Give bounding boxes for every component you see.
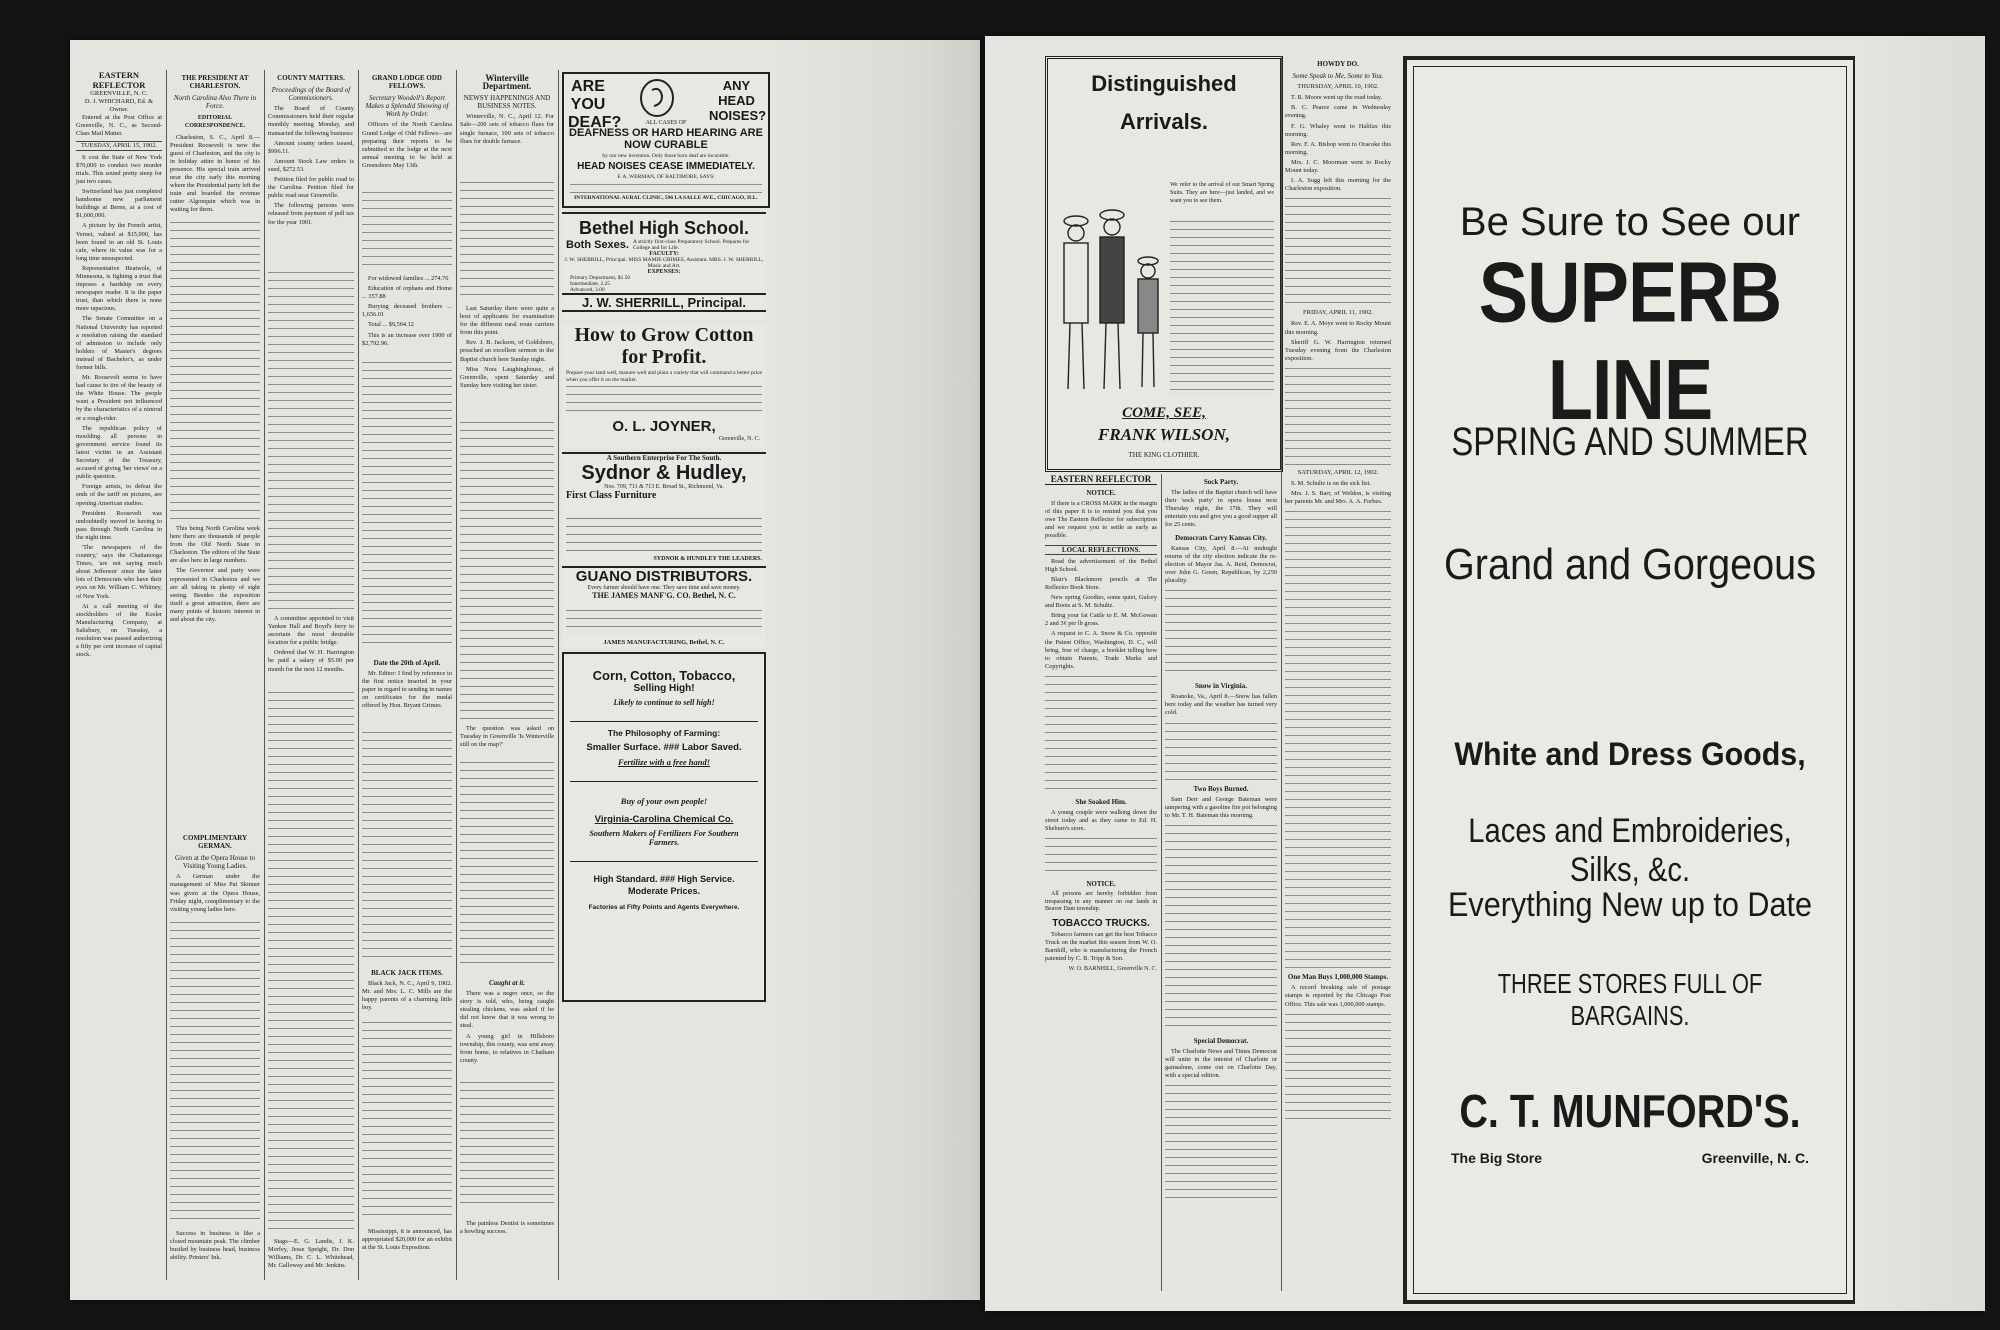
article-paragraph: The following persons were released from payment of poll tax for the year 1901.: [268, 202, 354, 226]
ad-line: ALL CASES OF: [645, 120, 687, 126]
ledger-line: For widowed families ... 274.76: [368, 275, 449, 282]
article-paragraph: Amount county orders issued, $996.11.: [268, 139, 354, 155]
article-headline: NOTICE.: [1086, 880, 1116, 889]
article-byline: EDITORIAL CORRESPONDENCE.: [184, 115, 246, 130]
ad-line: EXPENSES:: [647, 269, 681, 275]
ad-text-block: [566, 608, 762, 634]
article-paragraph: Kansas City, April 8.—At midnight returns of the city election indicate the re-election of Mayor Jas. A. Reid, Democrat, over John G. Green, Republican, by 2,250 plurality.: [1165, 544, 1277, 585]
column-rule: [558, 70, 559, 1280]
article-paragraph: A young couple were walking down the street today and as they came to Ed. H. Sheburn's store.: [1045, 808, 1157, 833]
ad-subhead: Selling High!: [633, 683, 695, 694]
ad-text-block: [566, 516, 762, 552]
article-paragraph: All persons are hereby forbidden from trespassing in any manner on our lands in Beaver Dam township.: [1045, 891, 1157, 913]
ad-line: F. A. WERMAN, OF BALTIMORE, SAYS:: [617, 174, 715, 180]
article-paragraph: Switzerland has just completed handsome new parliament buildings at Berne, at a cost of $1,600,000.: [76, 188, 162, 220]
article-text-block: [1165, 823, 1277, 1033]
article-headline: Two Boys Burned.: [1193, 784, 1249, 793]
section-heading: NOTICE.: [1086, 489, 1116, 497]
ad-line: J. W. SHERRILL, Principal. MISS MAMIE GRIMES, Assistant. MRS. J. W. SHERRILL, Music and Art.: [564, 257, 764, 269]
ad-line: Southern Makers of Fertilizers For Southern Farmers.: [589, 829, 739, 847]
ad-line: Buy of your own people!: [620, 796, 708, 806]
article-headline: COUNTY MATTERS.: [277, 74, 345, 82]
article-text-block: [1045, 836, 1157, 876]
ad-line: by our new invention. Only those born deaf are incurable.: [602, 153, 730, 159]
ad-body: Prepare your land well, manure well and plant a variety that will command a better price when you offer it on the market.: [566, 370, 762, 383]
article-paragraph: The Board of County Commissioners held their regular monthly meeting Monday, and transacted the following business:: [268, 105, 354, 137]
article-paragraph: 'The newspapers of the country,' says the Chattanooga Times, 'are not saying much about Jefferson' since the latter lots of Democrats who have their eyes on Mr. William C. Whitney, of New York.: [76, 543, 162, 600]
ad-line: The Philosophy of Farming:: [607, 728, 721, 738]
ad-line: Everything New up to Date: [1448, 886, 1812, 924]
ad-guano: [562, 566, 766, 648]
article-paragraph: The painless Dentist is sometimes a howling success.: [460, 1220, 554, 1236]
article-paragraph: Read the advertisement of the Bethel High School.: [1045, 557, 1157, 573]
issue-date: TUESDAY, APRIL 15, 1902.: [76, 141, 162, 151]
ad-line: COME, SEE,: [1122, 405, 1206, 421]
ad-address: Nos. 709, 711 & 713 E. Broad St., Richmond, Va.: [604, 484, 724, 490]
article-paragraph: The republican policy of moulding all persons in government service found its latest victim in an Assistant Secretary of the Treasury, accused of giving 'her views' on a public question.: [76, 424, 162, 481]
ad-signature: FRANK WILSON,: [1098, 425, 1230, 444]
ad-subhead: Both Sexes.: [566, 239, 629, 251]
article-paragraph: Roanoke, Va., April 8.—Snow has fallen here today and the weather has turned very cold.: [1165, 693, 1277, 717]
ad-line: SPRING AND SUMMER: [1451, 420, 1809, 464]
ad-body: We refer to the arrival of our Smart Spring Suits. They are here—just landed, and we want you to see them.: [1170, 182, 1274, 204]
ad-headline: Sydnor & Hudley,: [581, 462, 747, 484]
column-county: [268, 70, 354, 1280]
ad-text-block: [566, 384, 762, 414]
ad-line: Be Sure to See our: [1459, 200, 1801, 244]
article-text-block: [1285, 509, 1391, 969]
article-paragraph: Rev. J. B. Jackson, of Goldsboro, preached an excellent sermon in the Baptist church here Sunday night.: [460, 339, 554, 363]
personal-item: Rev. F. A. Bishop went to Oracoke this morning.: [1285, 140, 1391, 156]
ad-line: Likely to continue to sell high!: [613, 698, 715, 707]
article-paragraph: There was a negro once, so the story is told, who, being caught stealing chickens, was asked if he did not know that it was wrong to steal.: [460, 990, 554, 1030]
ledger-line: Education of orphans and Home ... 357.88: [362, 285, 452, 301]
ad-line: First Class Furniture: [566, 490, 657, 501]
article-paragraph: Success in business is like a closed mountain peak. The climber bustled by business head, business ability. Printers' Ink.: [170, 1230, 260, 1262]
ad-headline: DEAFNESS OR HARD HEARING ARE NOW CURABLE: [569, 127, 763, 151]
article-paragraph: Amount Stock Law orders is sued, $272.53.: [268, 157, 354, 173]
ad-principal: J. W. SHERRILL, Principal.: [562, 293, 766, 312]
article-paragraph: The Governor and party were represented in Charleston and we are all taking in plenty of sight seeing. Besides the exposition itself a great attraction, there are many points of historic interest in and about the city.: [170, 567, 260, 624]
ad-maker: THE JAMES MANF'G. CO. Bethel, N. C.: [592, 591, 736, 600]
article-text-block: [362, 190, 452, 270]
ad-deafness: [562, 72, 770, 208]
article-headline: HOWDY DO.: [1317, 60, 1359, 68]
article-headline: BLACK JACK ITEMS.: [371, 969, 443, 977]
ad-line: THREE STORES FULL OF BARGAINS.: [1497, 968, 1763, 1031]
article-paragraph: Winterville, N. C., April 12. For Sale—200 sets of tobacco flues for single furnace, 100 sets of tobacco flues for double furnace.: [460, 113, 554, 145]
article-subhead: Some Speak to Me, Some to You.: [1292, 72, 1384, 81]
article-headline: GRAND LODGE ODD FELLOWS.: [371, 74, 442, 91]
column-rule: [1281, 56, 1282, 1291]
article-text-block: [1045, 674, 1157, 794]
personal-item: S. M. Schultz is on the sick list.: [1291, 479, 1371, 487]
ad-signature: C. T. MUNFORD'S.: [1459, 1085, 1801, 1137]
personal-item: I. A. Sugg left this morning for the Charleston exposition.: [1285, 177, 1391, 193]
article-paragraph: A picture by the French artist, Vernet, valued at $15,000, has been found in an old St. Louis cafe, where its value was for a long time unsuspected.: [76, 222, 162, 262]
article-headline: Democrats Carry Kansas City.: [1175, 533, 1267, 542]
article-paragraph: This is an increase over 1900 of $2,792.96.: [362, 331, 452, 347]
personal-item: Mrs. J. C. Moorman went to Rocky Mount today.: [1285, 158, 1391, 175]
article-paragraph: A German under the management of Miss Pat Skinner was given at the Opera House, Friday night, complimentary to the visiting young ladies here.: [170, 873, 260, 913]
ad-bethel-school: [562, 212, 766, 320]
article-paragraph: It cost the State of New York $70,000 to conduct two murder trials. This sound pretty steep for just two cases.: [76, 153, 162, 185]
article-text-block: [362, 730, 452, 960]
article-paragraph: Sam Derr and George Bateman were tampering with a gasoline fire pot belonging to Mr. T. H. Bateman this morning.: [1165, 795, 1277, 819]
ad-line: FACULTY:: [649, 251, 679, 257]
ad-line: High Standard. ### High Service.: [593, 874, 735, 884]
column-charleston: [170, 70, 260, 1280]
ad-text-block: [1170, 219, 1274, 395]
ad-price-line: Advanced, 3.00: [570, 287, 605, 293]
section-date: THURSDAY, APRIL 10, 1902.: [1297, 83, 1379, 91]
article-paragraph: Stags—E. G. Landis, J. K. Morfey, Jesse Speight, Dr. Don Williams, Dr. C. L. Whitehead, Mr. Galloway and Mr. Jenkins.: [268, 1238, 354, 1270]
personal-item: F. G. Whaley went to Halifax this morning.: [1285, 122, 1391, 138]
ad-footer: JAMES MANUFACTURING, Bethel, N. C.: [603, 639, 725, 646]
article-text-block: [1285, 1012, 1391, 1122]
ad-line: A strictly first-class Preparatory School. Prepares for College and for Life.: [632, 239, 750, 251]
ad-headline: Arrivals.: [1119, 109, 1209, 134]
ad-line: Laces and Embroideries, Silks, &c.: [1468, 812, 1792, 889]
ad-line: Factories at Fifty Points and Agents Everywhere.: [588, 904, 740, 911]
left-newspaper-page: [70, 40, 980, 1300]
article-paragraph: Bring your fat Cattle to E. M. McGowan 2 and 3¢ per lb gross.: [1045, 612, 1157, 628]
column-rule: [456, 70, 457, 1280]
ear-icon: [612, 78, 702, 118]
ad-line: Smaller Surface. ### Labor Saved.: [586, 742, 742, 753]
personal-item: Rev. E. A. Moye went to Rocky Mount this morning.: [1285, 320, 1391, 336]
ad-headline: GUANO DISTRIBUTORS.: [575, 568, 753, 585]
ad-cotton-profit: [562, 324, 766, 448]
ad-question-left: ARE YOU DEAF?: [568, 78, 622, 131]
article-paragraph: The question was asked on Tuesday in Greenville 'Is Winterville still on the map?': [460, 725, 554, 749]
article-subhead: Secretary Woodell's Report Makes a Splendid Showing of Work by Order.: [365, 94, 449, 119]
ad-signature: SYDNOR & HUNDLEY THE LEADERS.: [653, 556, 762, 562]
article-signature: W. O. BARNHILL, Greenville N. C.: [1068, 966, 1157, 973]
article-headline: Winterville Department.: [482, 73, 532, 92]
ad-tagline: THE KING CLOTHIER.: [1128, 451, 1200, 459]
article-headline: Date the 20th of April.: [373, 659, 441, 667]
ad-place: Greenville, N. C.: [718, 436, 760, 442]
article-paragraph: At a call meeting of the stockholders of the Kesler Manufacturing Company, at Salisbury, on Tuesday, a resolution was passed authorizing a fifty per cent increase of capital stock.: [76, 602, 162, 659]
article-headline: COMPLIMENTARY GERMAN.: [182, 834, 248, 851]
article-paragraph: This being North Carolina week here there are thousands of people from the Old North State in Charleston. The editors of the State are also here in large numbers.: [170, 525, 260, 565]
ad-headline: Distinguished: [1091, 71, 1237, 96]
ad-headline: Bethel High School.: [578, 218, 749, 238]
ledger-line: Burying deceased brothers ... 1,656.01: [362, 303, 452, 319]
ad-question-right: ANY HEAD NOISES?: [709, 78, 767, 123]
article-paragraph: Officers of the North Carolina Grand Lodge of Odd Fellows—are preparing their reports to be submitted to the lodge at the next annual meeting to be held at Greensboro May 13th.: [362, 121, 452, 169]
ad-frank-wilson: [1045, 56, 1283, 472]
article-paragraph: If there is a CROSS MARK in the margin of this paper it is to remind you that you owe The Eastern Reflector for subscription and we request you to settle as early as possible.: [1045, 500, 1157, 540]
ad-store-tag: The Big Store: [1451, 1150, 1543, 1166]
article-text-block: [362, 360, 452, 650]
masthead-editor: D. J. WHICHARD, Ed. & Owner.: [84, 98, 154, 114]
ad-line: Moderate Prices.: [627, 886, 701, 896]
article-headline: She Soaked Him.: [1075, 797, 1127, 806]
column-winterville: [460, 70, 554, 1280]
column-rule: [264, 70, 265, 1280]
ad-virginia-carolina: [562, 652, 766, 1002]
article-headline: Caught at it.: [489, 979, 525, 987]
article-text-block: [268, 690, 354, 1230]
article-text-block: [1285, 366, 1391, 466]
article-paragraph: A committee appointed to visit Yankee Hall and Boyd's ferry to ascertain the most desirable location for a public bridge.: [268, 615, 354, 647]
ad-kicker: A Southern Enterprise For The South.: [606, 454, 722, 462]
article-text-block: [268, 270, 354, 610]
article-paragraph: Mr. Roosevelt seems to have had cause to tire of the beauty of the White House. The people want a President not influenced by the characteristics of a nimrod or a rough-rider.: [76, 374, 162, 422]
ad-sydnor-hudley: [562, 452, 766, 564]
article-text-block: [1165, 588, 1277, 678]
personal-item: T. R. Moore went up the road today.: [1291, 94, 1383, 102]
article-headline: TOBACCO TRUCKS.: [1052, 917, 1150, 929]
page-gutter: [770, 40, 980, 1300]
personal-item: Sheriff G. W. Harrington returned Tuesday evening from the Charleston exposition.: [1285, 338, 1391, 362]
article-headline: Special Democrat.: [1193, 1036, 1249, 1045]
column-odd-fellows: [362, 70, 452, 1280]
article-paragraph: A record breaking sale of postage stamps is reported by the Chicago Post Office. This sale was 1,000,000 stamps.: [1285, 984, 1391, 1008]
article-subhead: North Carolina Also There in Force.: [173, 94, 257, 111]
article-paragraph: Tobacco farmers can get the best Tobacco Truck on the market this season from W. O. Barnhill, who is manufacturing the French patented by C. B. Tripp & Son.: [1045, 930, 1157, 963]
article-headline: Sock Party.: [1203, 478, 1239, 486]
ad-headline: How to Grow Cotton for Profit.: [574, 324, 754, 368]
article-paragraph: New spring Goodies, some quiet, Gulcey and Boots at S. M. Schultz.: [1045, 594, 1157, 610]
article-paragraph: Black Jack, N. C., April 9, 1902. Mr. and Mrs. L. C. Mills are the happy parents of a charming little boy.: [362, 980, 452, 1012]
article-text-block: [362, 1020, 452, 1220]
ad-line: Grand and Gorgeous: [1443, 540, 1817, 589]
column-editorial: [76, 70, 162, 1280]
article-subhead: Proceedings of the Board of Commissioners.: [271, 86, 351, 103]
masthead: EASTERN REFLECTOR: [92, 70, 146, 90]
gentlemen-illustration-icon: [1054, 199, 1166, 395]
article-paragraph: Ordered that W. H. Harrington be paid a salary of $5.00 per month for the next 12 months.: [268, 649, 354, 673]
ad-address: INTERNATIONAL AURAL CLINIC, 596 LA SALLE AVE., CHICAGO, ILL.: [574, 195, 758, 201]
article-paragraph: The Charlotte News and Times Democrat will unite in the interest of Charlotte or gainsalone, come out on Charlotte Day, with a special edition.: [1165, 1047, 1277, 1080]
article-text-block: [460, 760, 554, 970]
right-newspaper-page: [985, 36, 1985, 1311]
article-text-block: [170, 920, 260, 1220]
article-subhead: Given at the Opera House to Visiting Young Ladies.: [175, 854, 255, 871]
article-paragraph: Foreign artists, to defeat the ends of the tariff on pictures, are opening American studios.: [76, 483, 162, 507]
section-date: SATURDAY, APRIL 12, 1902.: [1297, 468, 1379, 476]
section-date: FRIDAY, APRIL 11, 1902.: [1303, 309, 1373, 317]
masthead: EASTERN REFLECTOR: [1045, 474, 1157, 485]
ad-line: Fertilize with a free hand!: [617, 757, 711, 767]
column-rule: [358, 70, 359, 1280]
article-paragraph: Mr. Editor: I find by reference to the first notice inserted in your paper in regard to sending in names on certificates for the medal offered by Hon. Bryant Grimes.: [362, 670, 452, 710]
article-text-block: [460, 420, 554, 720]
article-paragraph: The Senate Committee on a National University has reported a resolution raising the standard of admission to include only holders of Master's degrees instead of Bachelor's, as under former bills.: [76, 315, 162, 371]
article-headline: THE PRESIDENT AT CHARLESTON.: [181, 74, 249, 91]
article-text-block: [460, 1080, 554, 1210]
article-subhead: NEWSY HAPPENINGS AND BUSINESS NOTES.: [463, 94, 551, 111]
article-paragraph: A request to C. A. Snow & Co. opposite the Patent Office, Washington, D. C., will bring, free of charge, a booklet telling how to obtain Patents, Trade Marks and Copyrights.: [1045, 630, 1157, 670]
article-headline: Snow in Virginia.: [1195, 682, 1247, 691]
article-paragraph: Representative Heatwole, of Minnesota, is fighting a trust that imposes a hardship on every newspaper reader. It is the paper trust, than which there is none more rapacious.: [76, 264, 162, 313]
column-local-news: [1165, 474, 1277, 1291]
entry-notice: Entered at the Post Office at Greenville, N. C., as Second-Class Mail Matter.: [76, 114, 162, 138]
article-paragraph: Charleston, S. C., April 8.— President Roosevelt is now the guest of Charleston, and the city is in holiday attire in honor of his presence. His special train arrived near the city early this morning where the Presidential party left the train and boarded the revenue cutter Algonquin which was in waiting for them.: [170, 133, 260, 214]
article-paragraph: Petition filed for public road to the Carolina. Petition filed for public road near Greenville.: [268, 176, 354, 200]
personal-item: B. C. Pearce came in Wednesday evening.: [1285, 104, 1391, 120]
article-paragraph: Miss Nora Laughinghouse, of Greenville, spent Saturday and Sunday here visiting her sister.: [460, 365, 554, 389]
ad-headline: SUPERB LINE: [1478, 244, 1782, 438]
column-rule: [166, 70, 167, 1280]
ad-store-place: Greenville, N. C.: [1701, 1150, 1809, 1166]
article-paragraph: Last Saturday there were quite a host of applicants for examination for the different rural route carriers from this point.: [460, 305, 554, 337]
ad-body: Every farmer should have one. They save time and save money.: [587, 585, 741, 591]
article-paragraph: President Roosevelt was undoubtedly moved in having to pass through North Carolina in the night time.: [76, 509, 162, 541]
masthead-place: GREENVILLE, N. C.: [90, 90, 148, 97]
article-text-block: [170, 220, 260, 520]
column-reflector-notices: [1045, 474, 1157, 1291]
ad-text-block: [570, 182, 762, 194]
ad-signature: O. L. JOYNER,: [612, 418, 716, 435]
ledger-line: Total ... $9,564.12: [368, 321, 414, 329]
article-text-block: [1285, 196, 1391, 306]
ad-company: Virginia-Carolina Chemical Co.: [594, 814, 734, 825]
article-paragraph: Blair's Blackmore pencils at The Reflector Book Store.: [1045, 575, 1157, 591]
ad-line: White and Dress Goods,: [1454, 736, 1806, 772]
article-headline: One Man Buys 1,000,000 Stamps.: [1287, 973, 1389, 982]
column-rule: [1161, 474, 1162, 1291]
ad-price-line: Primary Department, $1.50: [570, 275, 631, 281]
section-heading: LOCAL REFLECTIONS.: [1045, 545, 1157, 555]
article-text-block: [460, 180, 554, 300]
personal-item: Mrs. J. S. Barr, of Weldon, is visiting her parents Mr. and Mrs. A. A. Forbes.: [1285, 490, 1391, 506]
ad-price-line: Intermediate, 2.25: [570, 281, 611, 287]
ad-headline: HEAD NOISES CEASE IMMEDIATELY.: [577, 161, 755, 172]
article-paragraph: Mississippi, it is announced, has appropriated $20,000 for an exhibit at the St. Louis Exposition.: [362, 1228, 452, 1252]
article-text-block: [1165, 721, 1277, 781]
column-howdy-do: [1285, 56, 1391, 1291]
page-margin: [1855, 36, 1985, 1311]
ad-munford: [1403, 56, 1857, 1304]
article-text-block: [1165, 1083, 1277, 1203]
article-paragraph: A young girl in Hillsboro township, this county, was sent away from home, to relatives in Chatham county.: [460, 1032, 554, 1064]
ad-headline: Corn, Cotton, Tobacco,: [592, 668, 736, 683]
article-paragraph: The ladies of the Baptist church will have their 'sock party' in opera house next Thursday night, the 17th. They will entertain you and give you a good supper all for 25 cents.: [1165, 489, 1277, 529]
